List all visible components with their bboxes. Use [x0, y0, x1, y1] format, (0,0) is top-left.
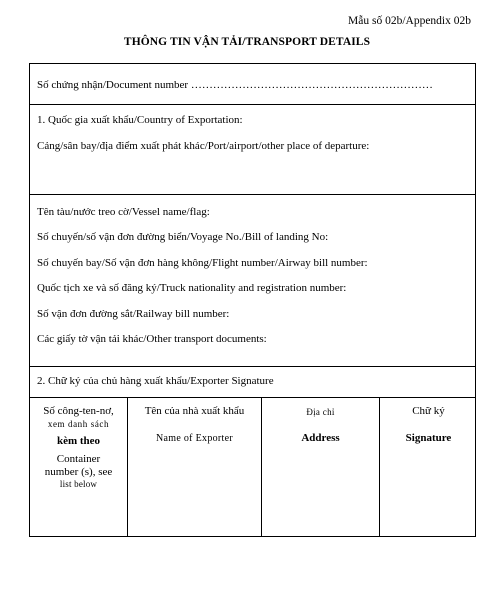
other-documents-field[interactable]: Các giấy tờ vận tải khác/Other transport documents: — [37, 333, 267, 345]
address-column[interactable] — [262, 398, 379, 536]
place-of-departure-field[interactable]: Cảng/sân bay/địa điểm xuất phát khác/Port/airport/other place of departure: — [37, 140, 370, 152]
exporter-signature-heading: 2. Chữ ký của chủ hàng xuất khẩu/Exporter Signature — [37, 375, 274, 387]
exporter-name-header-en: Name of Exporter — [156, 433, 233, 444]
exporter-table — [30, 398, 475, 536]
vessel-name-field[interactable]: Tên tàu/nước treo cờ/Vessel name/flag: — [37, 206, 210, 218]
signature-header-vi: Chữ ký — [412, 405, 445, 417]
truck-registration-field[interactable]: Quốc tịch xe và số đăng ký/Truck nationality and registration number: — [37, 282, 347, 294]
appendix-label: Mẫu số 02b/Appendix 02b — [348, 15, 471, 27]
voyage-number-field[interactable]: Số chuyến/số vận đơn đường biển/Voyage No./Bill of landing No: — [37, 231, 329, 243]
section-exporter-signature — [30, 367, 475, 397]
signature-column[interactable] — [380, 398, 477, 536]
railway-bill-field[interactable]: Số vận đơn đường sắt/Railway bill number: — [37, 308, 230, 320]
container-header-en-3: list below — [59, 479, 98, 489]
address-header-en: Address — [301, 432, 340, 444]
exporter-name-column[interactable] — [128, 398, 261, 536]
address-header-vi: Địa chỉ — [306, 407, 335, 417]
country-of-exportation-field[interactable]: 1. Quốc gia xuất khẩu/Country of Exportation: — [37, 114, 243, 126]
document-number-label: Số chứng nhận/Document number — [37, 79, 189, 91]
transport-details-form — [29, 63, 476, 537]
document-number-field[interactable] — [37, 79, 433, 91]
signature-header-en: Signature — [405, 432, 452, 444]
section-exportation — [30, 105, 475, 194]
document-number-dots: ………………………………………………………… — [190, 79, 433, 91]
container-header-en-1: Container — [56, 453, 101, 465]
container-number-column[interactable] — [30, 398, 127, 536]
flight-number-field[interactable]: Số chuyến bay/Số vận đơn hàng không/Flight number/Airway bill number: — [37, 257, 368, 269]
container-header-vi-3: kèm theo — [56, 435, 101, 447]
container-header-vi-2: xem danh sách — [47, 419, 110, 429]
section-transport-means — [30, 195, 475, 366]
container-header-en-2: number (s), see — [44, 466, 113, 478]
exporter-name-header-vi: Tên của nhà xuất khẩu — [144, 405, 245, 417]
document-number-row — [30, 63, 475, 104]
page-title: THÔNG TIN VẬN TẢI/TRANSPORT DETAILS — [123, 36, 371, 48]
container-header-vi-1: Số công-ten-nơ, — [43, 405, 114, 417]
